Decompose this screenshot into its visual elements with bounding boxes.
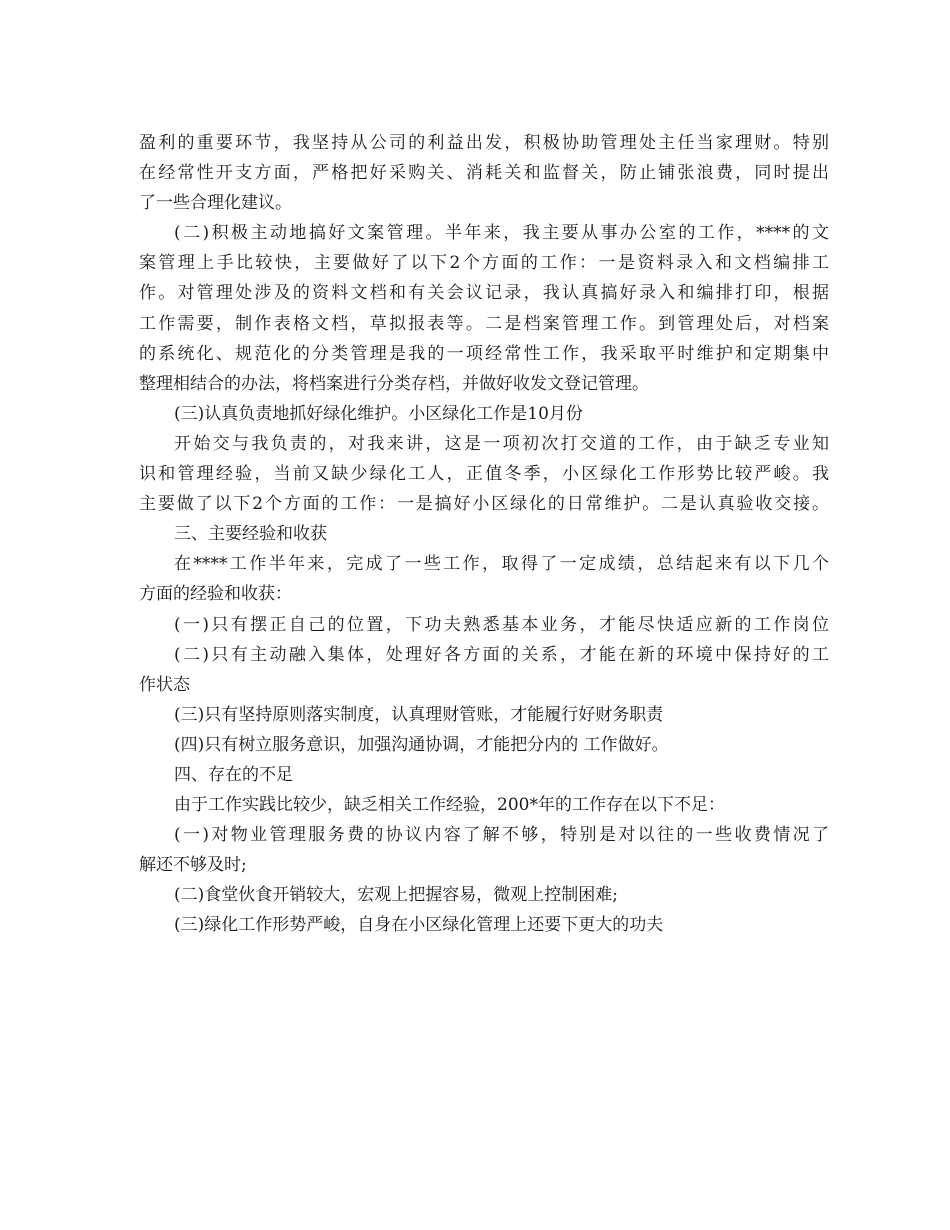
- text-line: 由于工作实践比较少，缺乏相关工作经验，200*年的工作存在以下不足：: [174, 795, 725, 816]
- text-line: (三)只有坚持原则落实制度，认真理财管账，才能履行好财务职责: [174, 704, 664, 725]
- text-line: 识和管理经验，当前又缺少绿化工人，正值冬季，小区绿化工作形势比较严峻。我: [139, 464, 829, 485]
- text-line: 作。对管理处涉及的资料文档和有关会议记录，我认真搞好录入和编排打印，根据: [139, 283, 829, 304]
- text-line: 在经常性开支方面，严格把好采购关、消耗关和监督关，防止铺张浪费，同时提出: [139, 163, 829, 184]
- text-line: (一)只有摆正自己的位置，下功夫熟悉基本业务，才能尽快适应新的工作岗位: [174, 614, 829, 635]
- text-line: 案管理上手比较快，主要做好了以下2个方面的工作：一是资料录入和文档编排工: [139, 253, 829, 274]
- text-line: 整理相结合的办法，将档案进行分类存档，并做好收发文登记管理。: [139, 373, 649, 394]
- text-line: (一)对物业管理服务费的协议内容了解不够，特别是对以往的一些收费情况了: [174, 825, 829, 846]
- document-body: [139, 128, 829, 941]
- text-line: 了一些合理化建议。: [139, 193, 292, 214]
- text-line: (四)只有树立服务意识，加强沟通协调，才能把分内的 工作做好。: [174, 734, 669, 755]
- text-line: 工作需要，制作表格文档，草拟报表等。二是档案管理工作。到管理处后，对档案: [139, 313, 829, 334]
- text-line: (二)积极主动地搞好文案管理。半年来，我主要从事办公室的工作，****的文: [174, 223, 829, 244]
- text-line: (二)食堂伙食开销较大，宏观上把握容易，微观上控制困难;: [174, 885, 618, 906]
- text-line: 开始交与我负责的，对我来讲，这是一项初次打交道的工作，由于缺乏专业知: [174, 433, 829, 454]
- text-line: 方面的经验和收获：: [139, 584, 292, 605]
- text-line: 三、主要经验和收获: [174, 524, 327, 545]
- text-line: 四、存在的不足: [174, 764, 293, 785]
- text-line: 在****工作半年来，完成了一些工作，取得了一定成绩，总结起来有以下几个: [174, 554, 829, 575]
- text-line: (二)只有主动融入集体，处理好各方面的关系，才能在新的环境中保持好的工: [174, 644, 829, 665]
- text-line: 解还不够及时;: [139, 855, 247, 876]
- text-line: 盈利的重要环节，我坚持从公司的利益出发，积极协助管理处主任当家理财。特别: [139, 133, 829, 153]
- text-line: 作状态: [139, 674, 190, 695]
- text-line: (三)绿化工作形势严峻，自身在小区绿化管理上还要下更大的功夫: [174, 915, 664, 936]
- text-line: 的系统化、规范化的分类管理是我的一项经常性工作，我采取平时维护和定期集中: [139, 343, 829, 364]
- text-line: (三)认真负责地抓好绿化维护。小区绿化工作是10月份: [174, 403, 583, 424]
- text-line: 主要做了以下2个方面的工作：一是搞好小区绿化的日常维护。二是认真验收交接。: [139, 494, 829, 515]
